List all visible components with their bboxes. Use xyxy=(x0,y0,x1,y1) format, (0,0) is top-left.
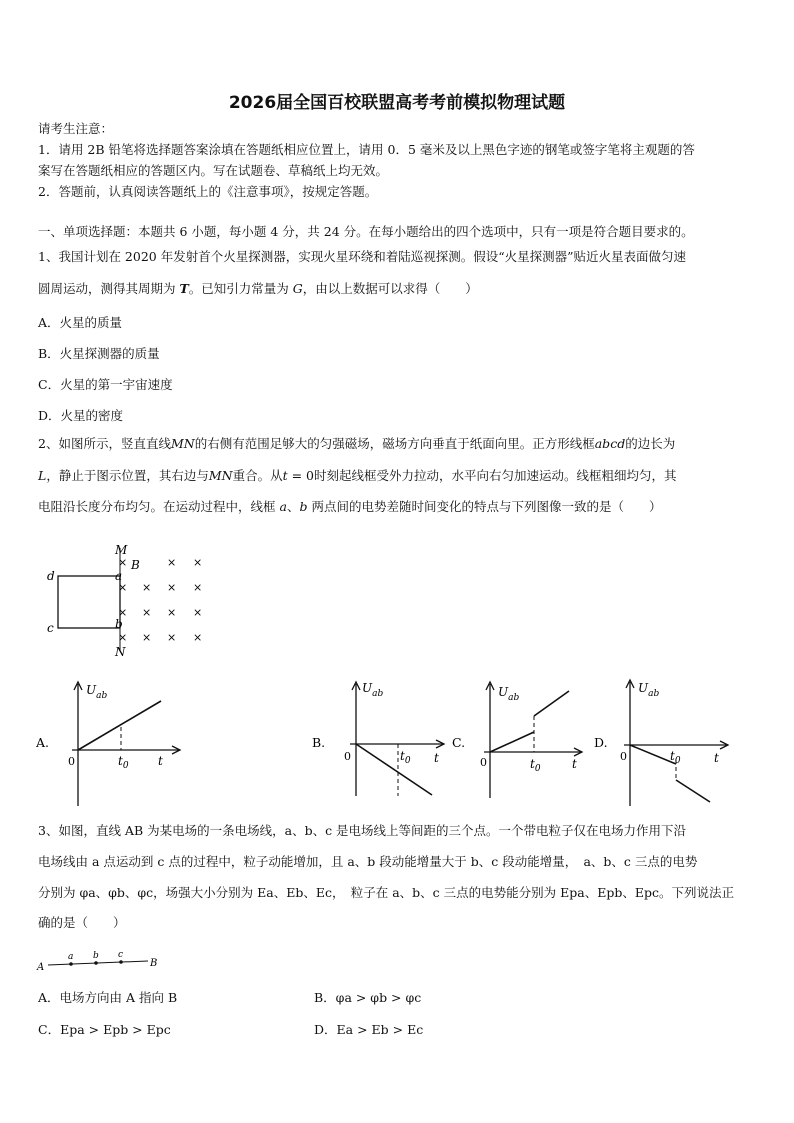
q1-option-b: B．火星探测器的质量 xyxy=(38,346,160,361)
q3-stem-line3: 分别为 φa、φb、φc，场强大小分别为 Ea、Eb、Ec， 粒子在 a、b、c 三点的电势能分别为 Epa、Epb、Epc。下列说法正 xyxy=(38,885,734,900)
field-cross: × xyxy=(142,606,152,619)
label-A: A xyxy=(37,962,45,973)
q3-option-d: D．Ea > Eb > Ec xyxy=(314,1022,424,1037)
q2-graph-d xyxy=(594,676,734,811)
notice-heading: 请考生注意： xyxy=(38,121,114,136)
field-cross: × xyxy=(193,556,203,569)
notice-item-2: 2．答题前，认真阅读答题纸上的《注意事项》，按规定答题。 xyxy=(38,184,378,199)
option-label-d: D. xyxy=(594,735,608,750)
q2-graph-a xyxy=(36,676,186,811)
option-label-c: C. xyxy=(452,735,466,750)
q1-option-a: A．火星的质量 xyxy=(38,315,123,330)
field-cross: × xyxy=(118,606,128,619)
graph-c-line1 xyxy=(490,732,534,752)
q2-stem-line2: L，静止于图示位置，其右边与MN重合。从t = 0时刻起线框受外力拉动，水平向右匀加速运动。线框粗细均匀，其 xyxy=(38,468,677,483)
graph-a-line xyxy=(78,701,161,750)
origin-label: 0 xyxy=(68,755,75,768)
label-c: c xyxy=(118,950,124,960)
axis-label-t: t xyxy=(158,754,163,768)
label-b: b xyxy=(93,951,99,961)
q1-option-c: C．火星的第一宇宙速度 xyxy=(38,377,173,392)
label-c: c xyxy=(47,621,54,635)
axis-label-u: $U_{ab}$ xyxy=(86,683,108,701)
t0-label: $t_0$ xyxy=(670,749,681,766)
graph-d-line2 xyxy=(676,780,710,802)
q2-stem-line1: 2、如图所示，竖直直线MN的右侧有范围足够大的匀强磁场，磁场方向垂直于纸面向里。正方形线框abcd的边长为 xyxy=(38,436,676,451)
coil-square xyxy=(58,576,120,628)
field-cross: × xyxy=(167,631,177,644)
origin-label: 0 xyxy=(344,750,351,763)
field-cross: × xyxy=(142,581,152,594)
option-label-b: B. xyxy=(312,735,326,750)
axis-label-u: $U_{ab}$ xyxy=(638,681,660,699)
q3-stem-line1: 3、如图，直线 AB 为某电场的一条电场线，a、b、c 是电场线上等间距的三个点。一个带电粒子仅在电场力作用下沿 xyxy=(38,823,687,838)
axis-label-u: $U_{ab}$ xyxy=(498,685,520,703)
axis-label-u: $U_{ab}$ xyxy=(362,681,384,699)
q2-graph-c xyxy=(452,676,587,811)
exam-title: 2026届全国百校联盟高考考前模拟物理试题 xyxy=(228,93,566,113)
field-cross: × xyxy=(193,606,203,619)
label-b: b xyxy=(115,617,123,631)
q3-option-a: A．电场方向由 A 指向 B xyxy=(38,990,178,1005)
q3-stem-line2: 电场线由 a 点运动到 c 点的过程中，粒子动能增加，且 a、b 段动能增量大于 b、c 段动能增量， a、b、c 三点的电势 xyxy=(38,854,698,869)
field-cross: × xyxy=(193,581,203,594)
q1-stem-line2: 圆周运动，测得其周期为 T。已知引力常量为 G，由以上数据可以求得（ ） xyxy=(38,281,478,296)
q3-field-line-figure xyxy=(34,948,164,976)
q2-field-figure xyxy=(40,540,220,662)
field-cross: × xyxy=(118,631,128,644)
field-cross: × xyxy=(167,606,177,619)
origin-label: 0 xyxy=(620,750,627,763)
graph-b-line xyxy=(356,744,432,795)
q2-stem-line3: 电阻沿长度分布均匀。在运动过程中，线框 a、b 两点间的电势差随时间变化的特点与下列图像一致的是（ ） xyxy=(38,499,662,514)
origin-label: 0 xyxy=(480,756,487,769)
t0-label: $t_0$ xyxy=(400,749,411,766)
field-cross: × xyxy=(167,556,177,569)
label-N: N xyxy=(115,645,126,659)
label-B: B xyxy=(150,958,158,969)
field-cross: × xyxy=(118,581,128,594)
label-B: B xyxy=(131,558,140,572)
q1-option-d: D．火星的密度 xyxy=(38,408,124,423)
graph-c-line2 xyxy=(534,691,569,716)
field-cross: × xyxy=(193,631,203,644)
option-label-a: A. xyxy=(36,735,50,750)
t0-label: $t_0$ xyxy=(530,757,541,774)
q1-stem-line1: 1、我国计划在 2020 年发射首个火星探测器，实现火星环绕和着陆巡视探测。假设“火星探测器”贴近火星表面做匀速 xyxy=(38,249,686,264)
field-cross: × xyxy=(167,581,177,594)
q3-option-b: B．φa > φb > φc xyxy=(314,990,422,1005)
label-a: a xyxy=(68,952,74,962)
notice-item-1-cont: 案写在答题纸相应的答题区内。写在试题卷、草稿纸上均无效。 xyxy=(38,163,389,178)
field-cross: × xyxy=(118,556,128,569)
axis-label-t: t xyxy=(714,751,719,765)
label-d: d xyxy=(47,569,55,583)
notice-item-1: 1．请用 2B 铅笔将选择题答案涂填在答题纸相应位置上，请用 0．5 毫米及以上黑色字迹的钢笔或签字笔将主观题的答 xyxy=(38,142,695,157)
axis-label-t: t xyxy=(572,757,577,771)
field-cross: × xyxy=(142,631,152,644)
axis-label-t: t xyxy=(434,751,439,765)
q3-stem-line4: 确的是（ ） xyxy=(38,915,126,930)
label-a: a xyxy=(115,569,123,583)
section-heading: 一、单项选择题：本题共 6 小题，每小题 4 分，共 24 分。在每小题给出的四个选项中，只有一项是符合题目要求的。 xyxy=(38,224,694,239)
label-M: M xyxy=(115,543,128,557)
t0-label: $t_0$ xyxy=(118,754,129,771)
q3-option-c: C．Epa > Epb > Epc xyxy=(38,1022,171,1037)
q2-graph-b xyxy=(312,676,457,811)
